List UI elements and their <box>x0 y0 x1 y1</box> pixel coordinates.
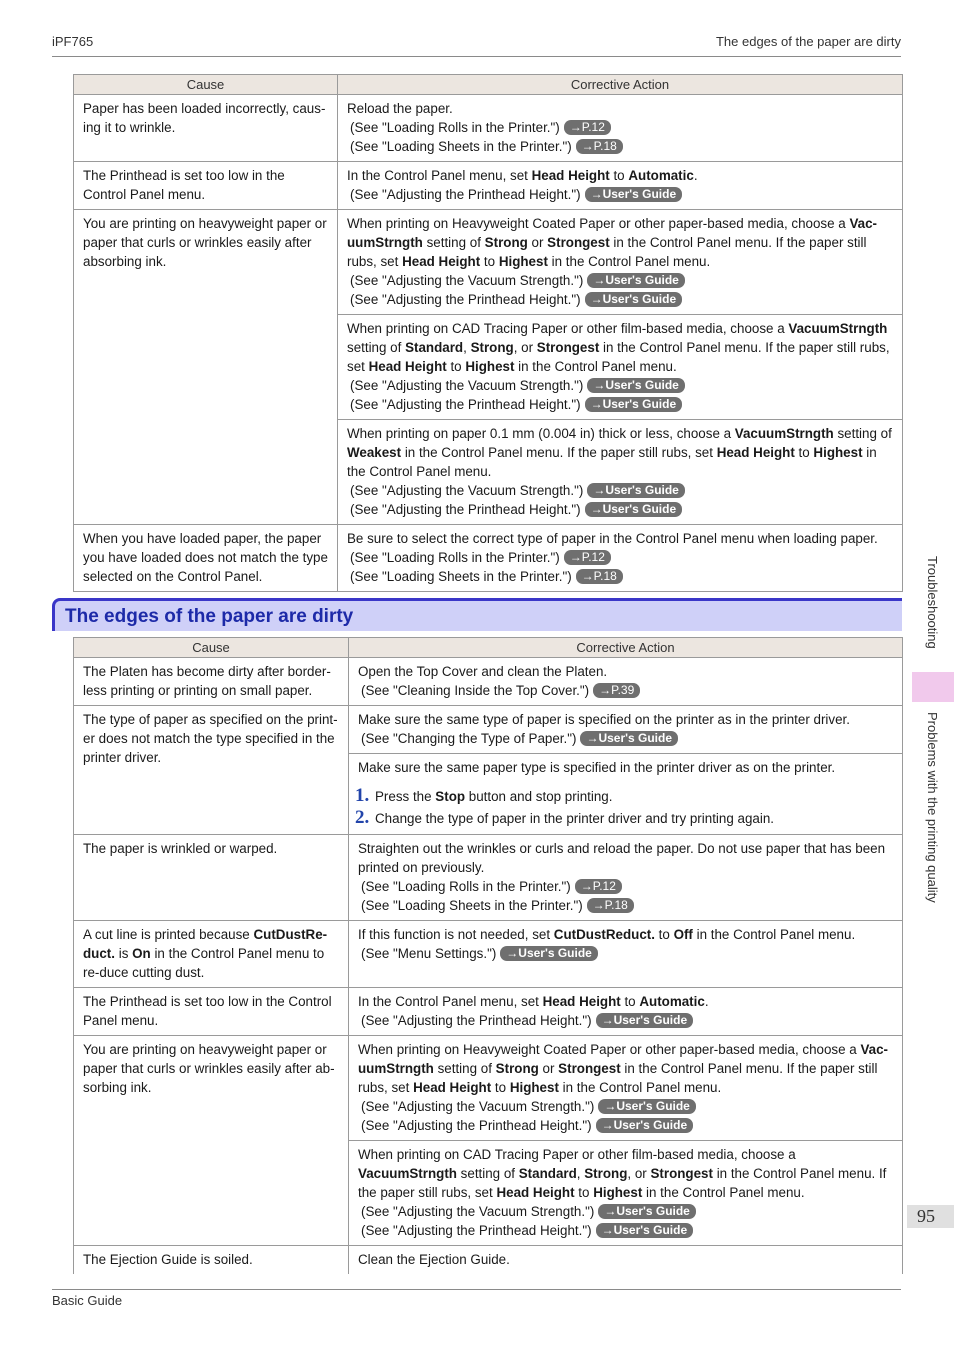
reference-line <box>347 395 894 414</box>
action-text: Reload the paper. <box>347 101 453 116</box>
reference-text: (See "Menu Settings.") <box>361 946 497 961</box>
users-guide-link[interactable]: →User's Guide <box>587 273 685 288</box>
action-text: Straighten out the wrinkles or curls and reload the paper. Do not use paper that has been printed on previously. <box>358 841 886 875</box>
reference-line <box>347 567 894 586</box>
reference-text: (See "Adjusting the Vacuum Strength.") <box>350 483 584 498</box>
reference-text: (See "Adjusting the Printhead Height.") <box>361 1013 592 1028</box>
users-guide-link[interactable]: →User's Guide <box>596 1013 694 1028</box>
users-guide-link[interactable]: →User's Guide <box>585 397 683 412</box>
column-header-cause: Cause <box>74 75 338 95</box>
cause-cell: The Platen has become dirty after border-less printing or printing on small paper. <box>74 658 349 706</box>
reference-text: (See "Adjusting the Printhead Height.") <box>361 1118 592 1133</box>
table-row <box>74 658 903 706</box>
action-cell <box>338 162 903 210</box>
cause-cell: You are printing on heavyweight paper or paper that curls or wrinkles easily after absorbing ink. <box>74 210 338 525</box>
page-link[interactable]: →P.18 <box>576 139 623 154</box>
reference-text: (See "Loading Rolls in the Printer.") <box>361 879 571 894</box>
action-cell <box>349 988 903 1036</box>
users-guide-link[interactable]: →User's Guide <box>598 1099 696 1114</box>
action-cell <box>349 706 903 754</box>
users-guide-link[interactable]: →User's Guide <box>587 378 685 393</box>
users-guide-link[interactable]: →User's Guide <box>585 502 683 517</box>
table-row <box>74 835 903 921</box>
reference-text: (See "Adjusting the Printhead Height.") <box>350 292 581 307</box>
reference-text: (See "Loading Rolls in the Printer.") <box>350 120 560 135</box>
action-text: Make sure the same type of paper is specified on the printer as in the printer driver. <box>358 712 850 727</box>
action-text: Clean the Ejection Guide. <box>358 1252 510 1267</box>
users-guide-link[interactable]: →User's Guide <box>587 483 685 498</box>
reference-text: (See "Adjusting the Vacuum Strength.") <box>361 1204 595 1219</box>
reference-line <box>358 729 894 748</box>
current-chapter-marker <box>912 672 954 702</box>
cause-cell: You are printing on heavyweight paper or paper that curls or wrinkles easily after ab-sorbing ink. <box>74 1036 349 1246</box>
reference-line <box>347 137 894 156</box>
footer-guide-name: Basic Guide <box>52 1293 123 1308</box>
action-text: Open the Top Cover and clean the Platen. <box>358 664 608 679</box>
reference-text: (See "Adjusting the Printhead Height.") <box>361 1223 592 1238</box>
page-link[interactable]: →P.12 <box>564 550 611 565</box>
reference-line <box>358 1116 894 1135</box>
users-guide-link[interactable]: →User's Guide <box>598 1204 696 1219</box>
reference-text: (See "Adjusting the Vacuum Strength.") <box>361 1099 595 1114</box>
reference-line <box>358 681 894 700</box>
users-guide-link[interactable]: →User's Guide <box>596 1118 694 1133</box>
action-text: When printing on Heavyweight Coated Paper or other paper-based media, choose a Vac-uumStrngth setting of Strong or Strongest in the Control Panel menu. If the paper still rubs, set Head Height to Highest in the Control Panel menu. <box>347 216 877 269</box>
cause-cell: The Printhead is set too low in the Control Panel menu. <box>74 988 349 1036</box>
action-cell <box>349 1246 903 1275</box>
reference-line <box>358 944 894 963</box>
table-row <box>74 1036 903 1141</box>
reference-text: (See "Adjusting the Printhead Height.") <box>350 502 581 517</box>
action-text: When printing on CAD Tracing Paper or other film-based media, choose a VacuumStrngth setting of Standard, Strong, or Strongest in the Control Panel menu. If the paper still rubs, set Head Height to Highest in the Control Panel menu. <box>358 1147 887 1200</box>
table-row <box>74 95 903 162</box>
action-text: When printing on Heavyweight Coated Paper or other paper-based media, choose a Vac-uumStrngth setting of Strong or Strongest in the Control Panel menu. If the paper still rubs, set Head Height to Highest in the Control Panel menu. <box>358 1042 888 1095</box>
cause-cell: When you have loaded paper, the paper you have loaded does not match the type selected on the Control Panel. <box>74 525 338 592</box>
action-cell <box>338 210 903 315</box>
action-text: Be sure to select the correct type of paper in the Control Panel menu when loading paper. <box>347 531 878 546</box>
action-cell <box>338 95 903 162</box>
reference-line <box>347 500 894 519</box>
step-number: 1. <box>355 785 370 806</box>
table-row <box>74 1246 903 1275</box>
users-guide-link[interactable]: →User's Guide <box>585 292 683 307</box>
reference-line <box>358 1011 894 1030</box>
section-heading <box>52 598 902 631</box>
reference-text: (See "Adjusting the Printhead Height.") <box>350 397 581 412</box>
cause-cell: Paper has been loaded incorrectly, caus-ing it to wrinkle. <box>74 95 338 162</box>
reference-text: (See "Loading Sheets in the Printer.") <box>350 569 572 584</box>
action-text: In the Control Panel menu, set Head Height to Automatic. <box>358 994 709 1009</box>
reference-text: (See "Adjusting the Printhead Height.") <box>350 187 581 202</box>
running-title: The edges of the paper are dirty <box>715 34 901 49</box>
page-link[interactable]: →P.18 <box>587 898 634 913</box>
reference-line <box>347 481 894 500</box>
action-cell <box>349 1036 903 1141</box>
action-text: When printing on paper 0.1 mm (0.004 in) thick or less, choose a VacuumStrngth setting of Weakest in the Control Panel menu. If the paper still rubs, set Head Height to Highest in the Control Panel menu. <box>347 426 892 479</box>
page-link[interactable]: →P.18 <box>576 569 623 584</box>
users-guide-link[interactable]: →User's Guide <box>580 731 678 746</box>
reference-text: (See "Adjusting the Vacuum Strength.") <box>350 378 584 393</box>
reference-line <box>347 185 894 204</box>
users-guide-link[interactable]: →User's Guide <box>596 1223 694 1238</box>
cause-cell: The Printhead is set too low in the Control Panel menu. <box>74 162 338 210</box>
column-header-cause: Cause <box>74 638 349 658</box>
reference-text: (See "Cleaning Inside the Top Cover.") <box>361 683 590 698</box>
page-number: 95 <box>917 1206 935 1226</box>
reference-text: (See "Loading Sheets in the Printer.") <box>361 898 583 913</box>
page-link[interactable]: →P.12 <box>575 879 622 894</box>
step-item: 1. Press the Stop button and stop printing. <box>355 785 613 806</box>
table-row <box>74 921 903 988</box>
reference-line <box>347 271 894 290</box>
action-cell <box>349 658 903 706</box>
page-link[interactable]: →P.39 <box>593 683 640 698</box>
section-tab-label[interactable]: Problems with the printing quality <box>925 712 940 903</box>
cause-cell: The Ejection Guide is soiled. <box>74 1246 349 1275</box>
causes-table-2 <box>73 637 903 1274</box>
product-name: iPF765 <box>52 34 94 49</box>
step-item: 2. Change the type of paper in the printer driver and try printing again. <box>355 807 774 828</box>
column-header-corrective-action: Corrective Action <box>338 75 903 95</box>
action-text: When printing on CAD Tracing Paper or other film-based media, choose a VacuumStrngth setting of Standard, Strong, or Strongest in the Control Panel menu. If the paper still rubs, set Head Height to Highest in the Control Panel menu. <box>347 321 890 374</box>
chapter-tab-label[interactable]: Troubleshooting <box>925 556 940 649</box>
reference-line <box>358 896 894 915</box>
table-row <box>74 706 903 754</box>
table-row <box>74 162 903 210</box>
action-cell <box>349 921 903 988</box>
reference-line <box>358 1097 894 1116</box>
users-guide-link[interactable]: →User's Guide <box>585 187 683 202</box>
action-cell <box>349 754 903 835</box>
cause-cell: A cut line is printed because CutDustRe-duct. is On in the Control Panel menu to re-duce cutting dust. <box>74 921 349 988</box>
causes-table-1 <box>73 74 903 592</box>
reference-text: (See "Changing the Type of Paper.") <box>361 731 577 746</box>
action-cell <box>338 315 903 420</box>
reference-line <box>358 877 894 896</box>
cause-cell: The paper is wrinkled or warped. <box>74 835 349 921</box>
page-number-box <box>907 1205 954 1228</box>
table-row <box>74 525 903 592</box>
reference-line <box>347 290 894 309</box>
cause-cell: The type of paper as specified on the print-er does not match the type specified in the printer driver. <box>74 706 349 835</box>
page-link[interactable]: →P.12 <box>564 120 611 135</box>
users-guide-link[interactable]: →User's Guide <box>500 946 598 961</box>
column-header-corrective-action: Corrective Action <box>349 638 903 658</box>
action-cell <box>349 1141 903 1246</box>
step-number: 2. <box>355 807 370 828</box>
reference-line <box>347 118 894 137</box>
footer-rule <box>52 1289 901 1290</box>
reference-text: (See "Loading Rolls in the Printer.") <box>350 550 560 565</box>
reference-line <box>358 1202 894 1221</box>
reference-line <box>347 376 894 395</box>
reference-line <box>347 548 894 567</box>
table-row <box>74 988 903 1036</box>
reference-line <box>358 1221 894 1240</box>
header-rule <box>52 56 901 57</box>
action-text: If this function is not needed, set CutDustReduct. to Off in the Control Panel menu. <box>358 927 856 942</box>
action-text: In the Control Panel menu, set Head Height to Automatic. <box>347 168 698 183</box>
action-cell <box>338 525 903 592</box>
action-cell <box>349 835 903 921</box>
reference-text: (See "Adjusting the Vacuum Strength.") <box>350 273 584 288</box>
reference-text: (See "Loading Sheets in the Printer.") <box>350 139 572 154</box>
table-row <box>74 210 903 315</box>
action-cell <box>338 420 903 525</box>
section-title: The edges of the paper are dirty <box>65 606 354 627</box>
action-text: Make sure the same paper type is specified in the printer driver as on the printer. <box>358 760 836 775</box>
